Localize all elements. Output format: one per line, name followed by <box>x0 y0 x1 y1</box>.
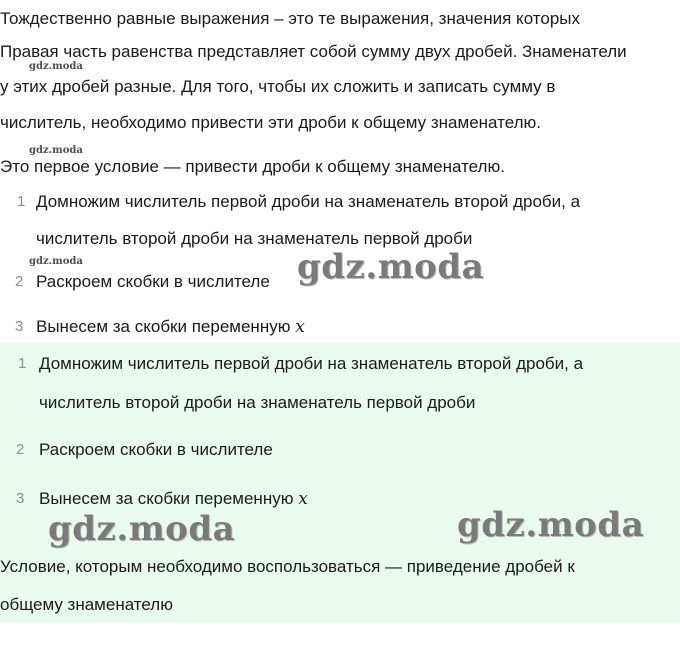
step-number: 2 <box>16 441 25 458</box>
step-number: 1 <box>17 193 26 210</box>
step-text: числитель второй дроби на знаменатель первой дроби <box>36 229 473 248</box>
step-number: 2 <box>15 273 24 290</box>
step-text <box>36 317 305 337</box>
step-text: Домножим числитель первой дроби на знаменатель второй дроби, а <box>39 354 584 373</box>
watermark-small: gdz.moda <box>29 61 83 72</box>
step-number: 3 <box>15 318 24 335</box>
intro-line-4: числитель, необходимо привести эти дроби к общему знаменателю. <box>0 113 541 132</box>
watermark-small: gdz.moda <box>29 256 83 267</box>
conclusion-line-1: Условие, которым необходимо воспользоваться — приведение дробей к <box>0 557 575 576</box>
intro-line-5: Это первое условие — привести дроби к общему знаменателю. <box>0 157 505 176</box>
step-text: числитель второй дроби на знаменатель первой дроби <box>39 393 476 412</box>
step-number: 3 <box>16 490 25 507</box>
variable-x: x <box>295 317 305 337</box>
watermark-small: gdz.moda <box>29 145 83 156</box>
step-text: Раскроем скобки в числителе <box>39 440 273 459</box>
watermark-logo: gdz.moda <box>48 509 236 549</box>
step-text <box>39 489 308 509</box>
step-text: Раскроем скобки в числителе <box>36 272 270 291</box>
variable-x: x <box>298 489 308 509</box>
step-number: 1 <box>18 355 27 372</box>
step-text-body: Вынесем за скобки переменную <box>39 489 294 508</box>
conclusion-line-2: общему знаменателю <box>0 595 173 614</box>
step-text: Домножим числитель первой дроби на знаменатель второй дроби, а <box>36 192 581 211</box>
intro-line-2: Правая часть равенства представляет собой сумму двух дробей. Знаменатели <box>0 42 627 61</box>
highlight-block <box>0 343 680 623</box>
watermark-logo: gdz.moda <box>297 247 485 287</box>
intro-line-3: у этих дробей разные. Для того, чтобы их сложить и записать сумму в <box>0 77 556 96</box>
intro-line-1: Тождественно равные выражения – это те выражения, значения которых <box>0 9 580 28</box>
watermark-logo: gdz.moda <box>457 505 645 545</box>
step-text-body: Вынесем за скобки переменную <box>36 317 291 336</box>
